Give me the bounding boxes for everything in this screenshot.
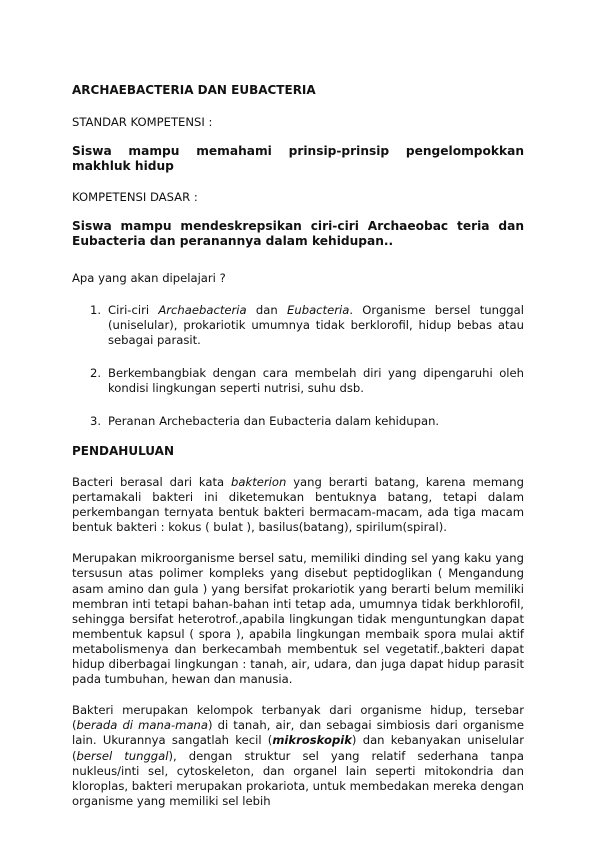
list-text: Peranan Archebacteria dan Eubacteria dalam kehidupan.	[108, 414, 440, 428]
paragraph-3: Bakteri merupakan kelompok terbanyak dari organisme hidup, tersebar (berada di mana-mana) di tanah, air, dan sebagai simbiosis dari organisme lain. Ukurannya sangatlah kecil (mikroskopik) dan kebanyakan uniselular (bersel tunggal), dengan struktur sel yang relatif sederhana tanpa nukleus/inti sel, cytoskeleton, dan organel lain seperti mitokondria dan kloroplas, bakteri merupakan prokariota, untuk membedakan mereka dengan organisme yang memiliki sel lebih	[72, 703, 524, 808]
page-content	[72, 83, 524, 809]
list-item	[72, 414, 524, 429]
list-number: 3.	[90, 414, 102, 428]
paragraph-1: Bacteri berasal dari kata bakterion yang berarti batang, karena memang pertamakali bakteri ini diketemukan bentuknya batang, tetapi dalam perkembangan ternyata bentuk bakteri bermacam-macam, ada tiga macam bentuk bakteri : kokus ( bulat ), basilus(batang), spirilum(spiral).	[72, 475, 524, 535]
list-number: 2.	[90, 366, 102, 380]
list-number: 1.	[90, 303, 102, 317]
list-text: Berkembangbiak dengan cara membelah diri yang dipengaruhi oleh kondisi lingkungan seperti nutrisi, suhu dsb.	[108, 366, 524, 395]
section-heading: PENDAHULUAN	[72, 444, 174, 458]
standar-kompetensi-text: Siswa mampu memahami prinsip-prinsip pengelompokkan makhluk hidup	[72, 144, 524, 173]
kompetensi-dasar-label: KOMPETENSI DASAR :	[72, 190, 198, 204]
list-text: Ciri-ciri Archaebacteria dan Eubacteria. Organisme bersel tunggal (uniselular), prokariotik umumnya tidak berklorofil, hidup bebas atau sebagai parasit.	[108, 303, 524, 347]
learning-list	[72, 303, 524, 429]
list-item	[72, 366, 524, 396]
paragraph-2: Merupakan mikroorganisme bersel satu, memiliki dinding sel yang kaku yang tersusun atas polimer kompleks yang disebut peptidoglikan ( Mengandung asam amino dan gula ) yang bersifat prokariotik yang berarti belum memiliki membran inti tetapi bahan-bahan inti tetap ada, umumnya tidak berkhlorofil, sehingga bersifat heterotrof.,apabila lingkungan tidak menguntungkan dapat membentuk kapsul ( spora ), apabila lingkungan membaik spora mulai aktif metabolismenya dan berkecambah membentuk sel vegetatif.,bakteri dapat hidup diberbagai lingkungan : tanah, air, udara, dan juga dapat hidup parasit pada tumbuhan, hewan dan manusia.	[72, 551, 524, 687]
learning-question: Apa yang akan dipelajari ?	[72, 271, 226, 285]
kompetensi-dasar-text: Siswa mampu mendeskrepsikan ciri-ciri Archaeobac teria dan Eubacteria dan peranannya dalam kehidupan..	[72, 219, 524, 248]
document-title: ARCHAEBACTERIA DAN EUBACTERIA	[72, 83, 316, 97]
standar-kompetensi-label: STANDAR KOMPETENSI :	[72, 115, 213, 129]
list-item	[72, 303, 524, 348]
